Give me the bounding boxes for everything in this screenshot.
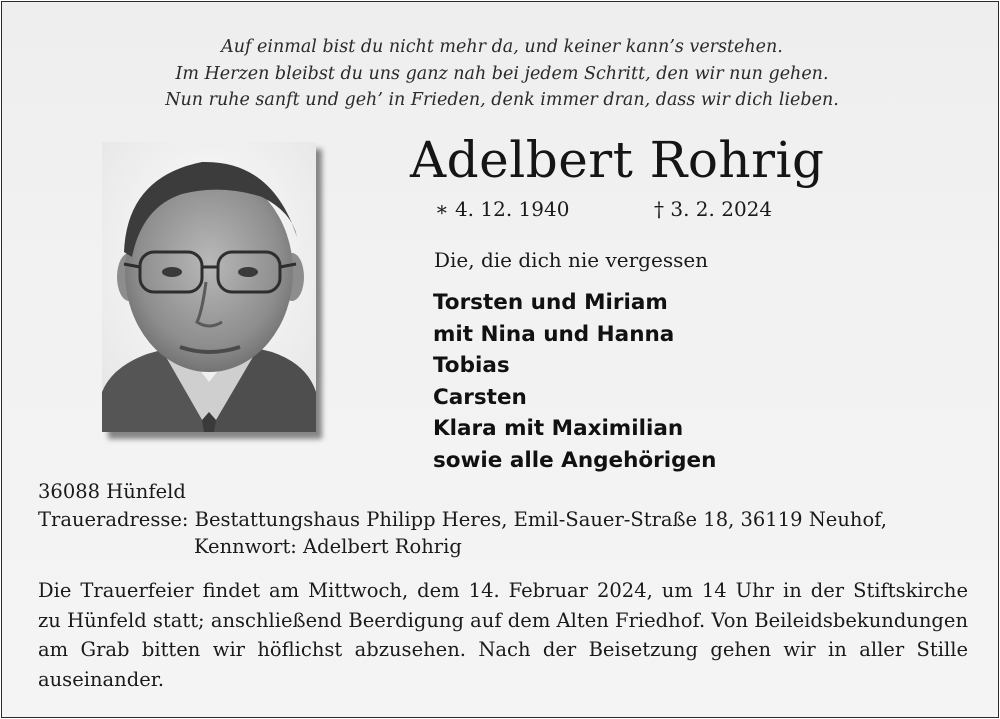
service-info [38,576,968,694]
mourner-name: Torsten und Miriam [433,290,668,315]
mourners-intro: Die, die dich nie vergessen [434,248,709,272]
keyword-line: Kennwort: Adelbert Rohrig [194,535,462,558]
service-line: zu Hünfeld statt; anschließend Beerdigung auf dem Alten Friedhof. Von Beileidsbekundungen [38,608,968,632]
poem-line-2: Im Herzen bleibst du uns ganz nah bei jedem Schritt, den wir nun gehen. [175,63,829,84]
obituary-card [1,1,999,718]
poem-line-3: Nun ruhe sanft und geh’ in Frieden, denk immer dran, dass wir dich lieben. [165,90,839,110]
service-line: Die Trauerfeier findet am Mittwoch, dem 14. Februar 2024, um 14 Uhr in der Stiftskirche [38,579,968,602]
mourner-name: Carsten [433,384,527,410]
deceased-name: Adelbert Rohrig [410,131,825,189]
memorial-poem [2,34,999,114]
mourner-name: Klara mit Maximilian [433,416,684,441]
mourners-list [433,287,716,476]
service-line: auseinander. [38,667,165,691]
death-date: † 3. 2. 2024 [654,197,773,221]
poem-line-1: Auf einmal bist du nicht mehr da, und keiner kann’s verstehen. [221,37,783,57]
town-line: 36088 Hünfeld [38,480,186,503]
mourning-address: Traueradresse: Bestattungshaus Philipp Heres, Emil-Sauer-Straße 18, 36119 Neuhof, [38,507,887,531]
mourner-name: sowie alle Angehörigen [433,447,717,473]
mourner-name: mit Nina und Hanna [433,321,675,347]
portrait-photo [102,142,316,432]
portrait-illustration [102,142,316,432]
mourner-name: Tobias [433,353,510,378]
birth-date: ∗ 4. 12. 1940 [435,197,570,221]
service-line: am Grab bitten wir höflichst abzusehen. Nach der Beisetzung gehen wir in aller Stille [38,638,968,661]
address-block [38,478,887,561]
